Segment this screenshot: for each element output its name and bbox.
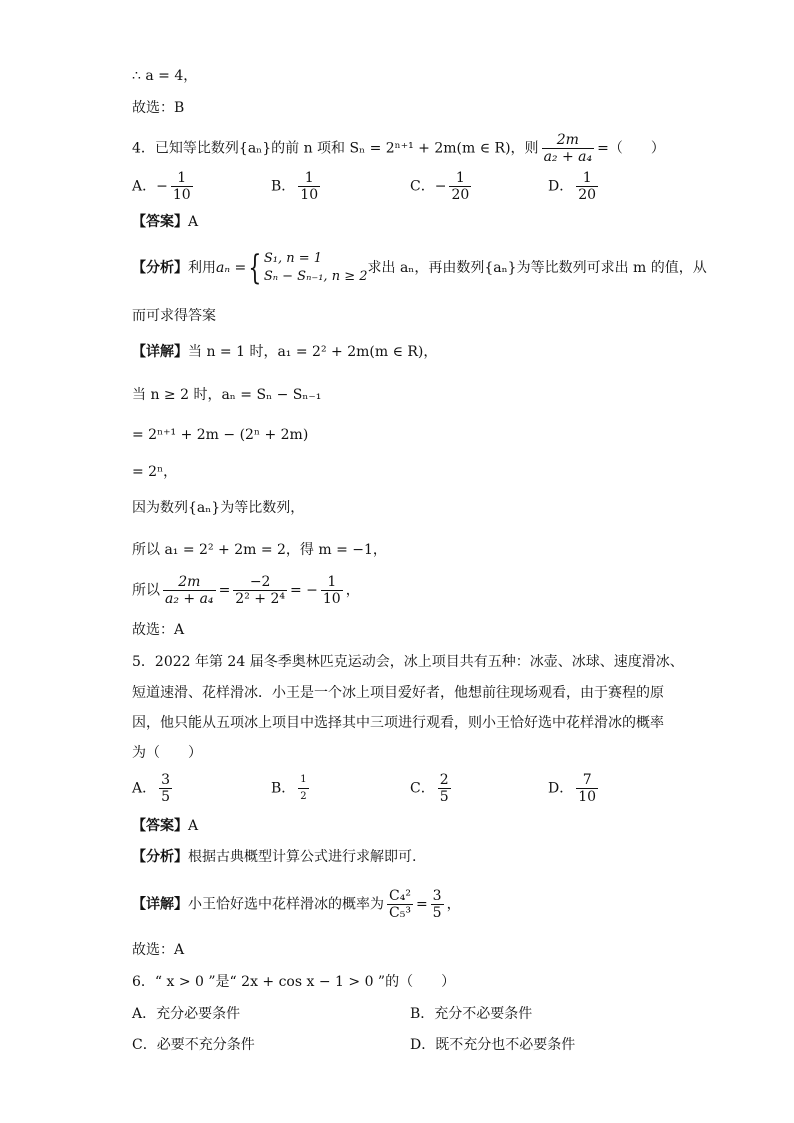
q5-option-d	[548, 772, 601, 805]
piecewise-cases	[264, 250, 368, 286]
opt-fraction	[298, 772, 308, 805]
q4-analysis-cont: 而可求得答案	[132, 308, 216, 324]
q5-answer	[132, 816, 198, 836]
top-choice: 故选：B	[132, 100, 185, 116]
frac-num: 7	[582, 772, 592, 788]
q4-detail-5: 因为数列{aₙ}为等比数列，	[132, 500, 305, 516]
answer-tag: 【答案】	[132, 818, 188, 834]
frac-den: C₅³	[389, 905, 411, 921]
q5-stem-3: 因，他只能从五项冰上项目中选择其中三项进行观看，则小王恰好选中花样滑冰的概率	[132, 715, 664, 731]
detail-text-end: ，	[345, 582, 360, 599]
frac-num: 2m	[556, 132, 579, 148]
q5-option-c	[410, 772, 454, 805]
q4-analysis	[132, 250, 707, 286]
frac-num: 1	[177, 170, 187, 186]
fraction-1	[163, 574, 216, 607]
frac-num: −2	[249, 574, 271, 590]
frac-den: 10	[300, 187, 319, 203]
q5-choice: 故选：A	[132, 942, 185, 958]
detail-text-end: ，	[446, 896, 461, 913]
opt-label: A．−	[132, 178, 168, 195]
q5-stem-4: 为（ ）	[132, 745, 202, 761]
answer-value: A	[188, 214, 199, 230]
q5-option-a	[132, 772, 175, 805]
opt-label: C．	[410, 780, 435, 797]
frac-num: 3	[161, 772, 171, 788]
analysis-tag: 【分析】	[132, 849, 188, 865]
frac-num: 1	[455, 170, 465, 186]
q4-option-d	[548, 170, 601, 203]
q6-option-a: A．充分必要条件	[132, 1006, 241, 1022]
analysis-text: 根据古典概型计算公式进行求解即可.	[188, 849, 417, 865]
q4-detail-7	[132, 574, 360, 607]
q4-choice: 故选：A	[132, 622, 185, 638]
frac-den: 10	[578, 789, 597, 805]
frac-num: 3	[432, 888, 442, 904]
answer-value: A	[188, 818, 199, 834]
q4-stem	[132, 132, 665, 165]
q4-option-b	[271, 170, 323, 203]
opt-fraction	[159, 772, 172, 805]
q4-option-a	[132, 170, 196, 203]
detail-text: 当 n = 1 时，a₁ = 2² + 2m(m ∈ R)，	[188, 344, 438, 360]
q5-analysis	[132, 847, 416, 867]
opt-label: C．−	[410, 178, 447, 195]
frac-num: 1	[327, 574, 337, 590]
top-l1: ∴ a = 4，	[132, 68, 198, 84]
q6-option-b: B．充分不必要条件	[410, 1006, 533, 1022]
fraction-2	[233, 574, 287, 607]
q4-option-c	[410, 170, 474, 203]
frac-num: 1	[300, 774, 307, 785]
q5-stem-1: 5．2022 年第 24 届冬季奥林匹克运动会，冰上项目共有五种：冰壶、冰球、速度滑冰、	[132, 654, 684, 670]
opt-fraction	[171, 170, 193, 203]
opt-label: A．	[132, 780, 157, 797]
frac-num: C₄²	[389, 888, 411, 904]
frac-den: 20	[451, 187, 470, 203]
q4-detail-1	[132, 342, 437, 362]
opt-label: B．	[271, 780, 296, 797]
opt-label: D．	[548, 178, 574, 195]
frac-num: 1	[582, 170, 592, 186]
q5-stem-2: 短道速滑、花样滑冰．小王是一个冰上项目爱好者，他想前往现场观看，由于赛程的原	[132, 685, 664, 701]
analysis-tag: 【分析】	[132, 260, 188, 276]
frac-den: 5	[432, 905, 442, 921]
case-1: S₁, n = 1	[263, 251, 323, 266]
q4-answer	[132, 212, 198, 232]
fraction-3	[321, 574, 343, 607]
analysis-text: 利用	[188, 260, 216, 276]
q4-stem-tail: =（ ）	[597, 140, 665, 157]
q6-option-d: D．既不充分也不必要条件	[410, 1037, 576, 1053]
frac-num: 1	[304, 170, 314, 186]
frac-den: 20	[578, 187, 597, 203]
detail-text: 所以	[132, 582, 160, 599]
brace-icon: {	[248, 248, 262, 288]
opt-fraction	[576, 772, 598, 805]
q4-stem-fraction	[542, 132, 595, 165]
combination-fraction	[387, 888, 413, 921]
q6-option-c: C．必要不充分条件	[132, 1037, 255, 1053]
opt-fraction	[576, 170, 598, 203]
q4-stem-text: 4．已知等比数列{aₙ}的前 n 项和 Sₙ = 2ⁿ⁺¹ + 2m(m ∈ R)，则	[132, 140, 539, 157]
equals: = −	[289, 582, 318, 599]
equals: =	[415, 896, 428, 913]
analysis-text-b: 求出 aₙ，再由数列{aₙ}为等比数列可求出 m 的值，从	[367, 260, 707, 276]
detail-tag: 【详解】	[132, 896, 188, 913]
a-n-symbol: aₙ =	[216, 260, 247, 276]
detail-text: 小王恰好选中花样滑冰的概率为	[188, 896, 384, 913]
case-2: Sₙ − Sₙ₋₁, n ≥ 2	[263, 269, 368, 284]
opt-label: B．	[271, 178, 296, 195]
detail-tag: 【详解】	[132, 344, 188, 360]
q5-option-b	[271, 772, 312, 805]
q4-detail-2: 当 n ≥ 2 时，aₙ = Sₙ − Sₙ₋₁	[132, 387, 322, 403]
frac-den: a₂ + a₄	[165, 591, 214, 607]
answer-tag: 【答案】	[132, 214, 188, 230]
frac-num: 2m	[178, 574, 201, 590]
frac-den: a₂ + a₄	[543, 149, 593, 165]
q4-detail-4: = 2ⁿ，	[132, 464, 178, 480]
opt-fraction	[449, 170, 471, 203]
opt-fraction	[438, 772, 451, 805]
frac-num: 2	[439, 772, 449, 788]
frac-den: 2² + 2⁴	[235, 591, 285, 607]
frac-den: 10	[322, 591, 341, 607]
opt-fraction	[298, 170, 320, 203]
frac-den: 10	[172, 187, 191, 203]
frac-den: 5	[161, 789, 171, 805]
result-fraction	[431, 888, 444, 921]
opt-label: D．	[548, 780, 574, 797]
q5-detail	[132, 888, 461, 921]
q4-detail-6: 所以 a₁ = 2² + 2m = 2，得 m = −1，	[132, 542, 387, 558]
frac-den: 2	[298, 788, 308, 805]
q6-stem: 6．“ x > 0 ”是“ 2x + cos x − 1 > 0 ”的（ ）	[132, 974, 456, 990]
q4-detail-3: = 2ⁿ⁺¹ + 2m − (2ⁿ + 2m)	[132, 427, 309, 443]
frac-den: 5	[439, 789, 449, 805]
equals: =	[218, 582, 231, 599]
